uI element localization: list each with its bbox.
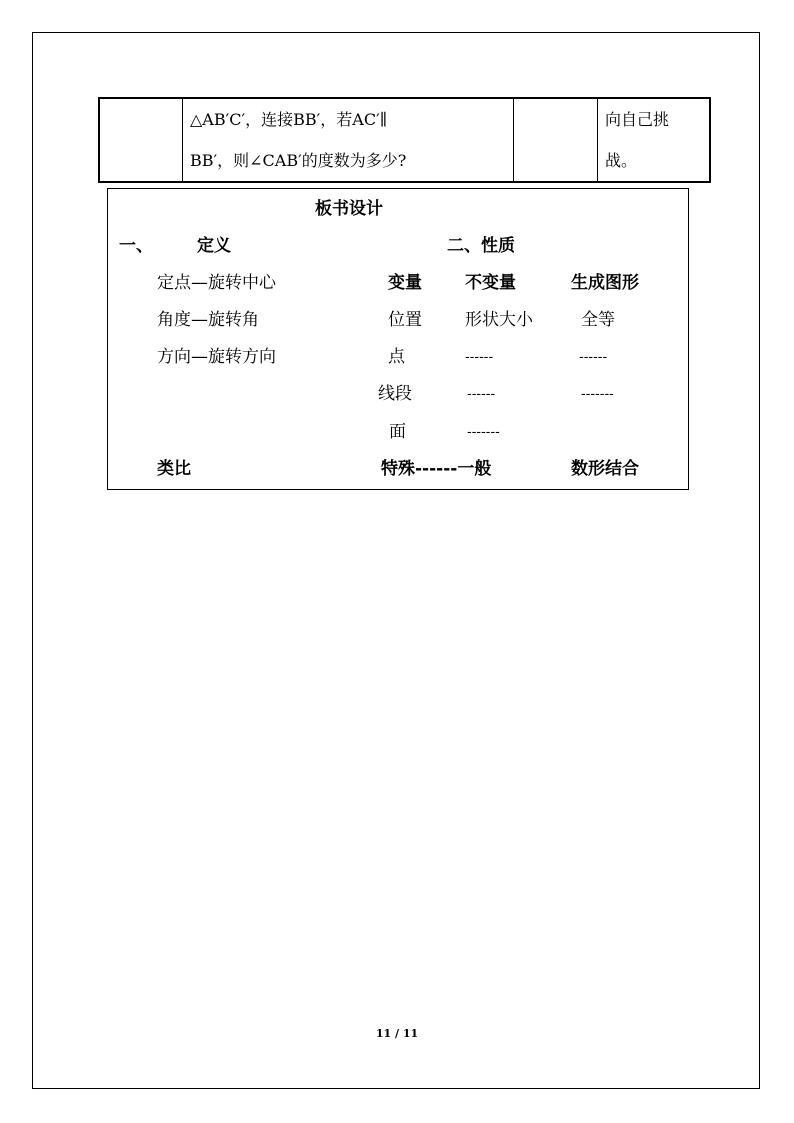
board-title: 板书设计: [315, 199, 383, 219]
section1-number: 一、: [119, 236, 153, 256]
header-invariant: 不变量: [465, 273, 516, 293]
row-segment-invariant: ------: [467, 387, 496, 402]
column-divider: [597, 99, 598, 181]
row-point-var: 点: [388, 347, 405, 367]
method-special-general: 特殊------一般: [381, 459, 492, 479]
lesson-table-row: [98, 97, 711, 183]
row-face-invariant: -------: [467, 425, 500, 440]
row-point-shape: ------: [579, 350, 608, 365]
challenge-line-1: 向自己挑: [605, 110, 670, 129]
def-item-center: 定点—旋转中心: [157, 273, 276, 293]
challenge-line-2: 战。: [605, 151, 638, 170]
method-number-shape: 数形结合: [571, 459, 639, 479]
def-item-direction: 方向—旋转方向: [157, 347, 276, 367]
row-position-var: 位置: [388, 310, 422, 330]
column-divider: [182, 99, 183, 181]
question-line-1: △AB′C′，连接BB′，若AC′∥: [190, 110, 388, 129]
def-item-angle: 角度—旋转角: [157, 310, 259, 330]
header-variable: 变量: [388, 273, 422, 293]
row-face-var: 面: [389, 422, 406, 442]
header-shape: 生成图形: [571, 273, 639, 293]
row-segment-var: 线段: [378, 384, 412, 404]
row-segment-shape: -------: [581, 387, 614, 402]
question-line-2: BB′，则∠CAB′的度数为多少?: [190, 151, 407, 170]
section1-title: 定义: [197, 236, 231, 256]
row-point-invariant: ------: [465, 350, 494, 365]
column-divider: [513, 99, 514, 181]
row-position-invariant: 形状大小: [465, 310, 533, 330]
page-number: 11 / 11: [375, 1027, 419, 1040]
section2-title: 二、性质: [447, 236, 515, 256]
row-position-shape: 全等: [581, 310, 615, 330]
method-analogy: 类比: [157, 459, 191, 479]
blackboard-design: [107, 188, 689, 490]
